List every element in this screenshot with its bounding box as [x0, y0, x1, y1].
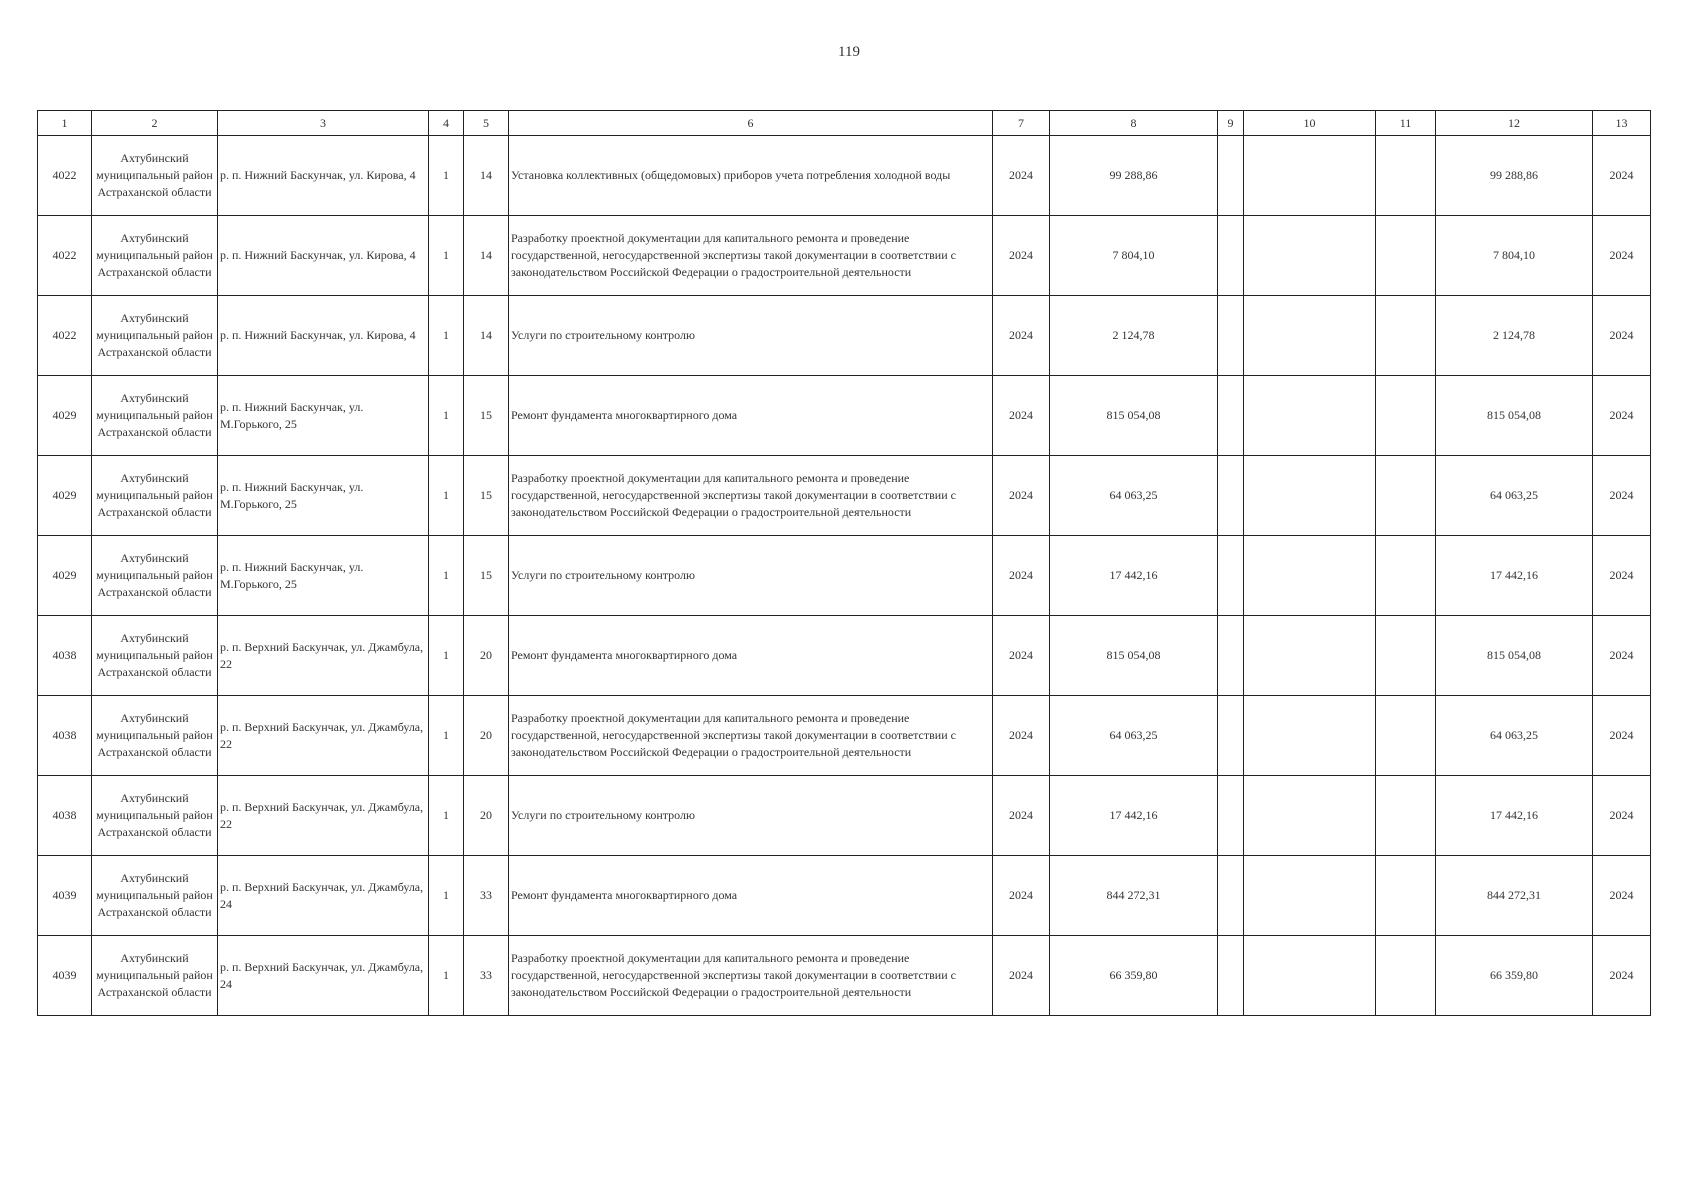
col11-cell: [1376, 856, 1436, 936]
cost-cell: 64 063,25: [1050, 456, 1218, 536]
cost-cell: 815 054,08: [1050, 376, 1218, 456]
col11-cell: [1376, 296, 1436, 376]
municipality-cell: Ахтубинский муниципальный район Астраханской области: [92, 376, 218, 456]
year-cell: 2024: [993, 296, 1050, 376]
column-header: 2: [92, 111, 218, 136]
table-row: [38, 456, 1651, 536]
address-cell: р. п. Верхний Баскунчак, ул. Джамбула, 22: [218, 696, 429, 776]
col10-cell: [1244, 616, 1376, 696]
col4-cell: 1: [429, 376, 464, 456]
col9-cell: [1218, 936, 1244, 1016]
col4-cell: 1: [429, 696, 464, 776]
house-id-cell: 4022: [38, 136, 92, 216]
table-body: [38, 136, 1651, 1016]
work-type-cell: Разработку проектной документации для капитального ремонта и проведение государственной, негосударственной экспертизы такой документации в соответствии с законодательством Российской Федерации о градостроительной деятельности: [509, 456, 993, 536]
col9-cell: [1218, 616, 1244, 696]
column-header: 8: [1050, 111, 1218, 136]
year-cell: 2024: [993, 536, 1050, 616]
table-row: [38, 136, 1651, 216]
col9-cell: [1218, 456, 1244, 536]
table-header: [38, 111, 1651, 136]
amount-cell: 17 442,16: [1436, 776, 1593, 856]
amount-cell: 2 124,78: [1436, 296, 1593, 376]
municipality-cell: Ахтубинский муниципальный район Астраханской области: [92, 216, 218, 296]
col10-cell: [1244, 296, 1376, 376]
col10-cell: [1244, 456, 1376, 536]
column-header: 7: [993, 111, 1050, 136]
year-cell: 2024: [993, 616, 1050, 696]
cost-cell: 2 124,78: [1050, 296, 1218, 376]
cost-cell: 7 804,10: [1050, 216, 1218, 296]
house-id-cell: 4029: [38, 376, 92, 456]
col11-cell: [1376, 456, 1436, 536]
col11-cell: [1376, 616, 1436, 696]
year-end-cell: 2024: [1593, 856, 1651, 936]
col10-cell: [1244, 536, 1376, 616]
work-type-cell: Услуги по строительному контролю: [509, 776, 993, 856]
municipality-cell: Ахтубинский муниципальный район Астраханской области: [92, 776, 218, 856]
municipality-cell: Ахтубинский муниципальный район Астраханской области: [92, 536, 218, 616]
col4-cell: 1: [429, 856, 464, 936]
cost-cell: 815 054,08: [1050, 616, 1218, 696]
address-cell: р. п. Верхний Баскунчак, ул. Джамбула, 22: [218, 616, 429, 696]
col11-cell: [1376, 136, 1436, 216]
municipality-cell: Ахтубинский муниципальный район Астраханской области: [92, 136, 218, 216]
col10-cell: [1244, 376, 1376, 456]
municipality-cell: Ахтубинский муниципальный район Астраханской области: [92, 296, 218, 376]
col10-cell: [1244, 136, 1376, 216]
col9-cell: [1218, 216, 1244, 296]
column-header: 6: [509, 111, 993, 136]
house-id-cell: 4029: [38, 456, 92, 536]
col5-cell: 15: [464, 456, 509, 536]
col4-cell: 1: [429, 936, 464, 1016]
cost-cell: 17 442,16: [1050, 776, 1218, 856]
year-cell: 2024: [993, 696, 1050, 776]
work-type-cell: Ремонт фундамента многоквартирного дома: [509, 376, 993, 456]
col5-cell: 14: [464, 216, 509, 296]
column-header: 13: [1593, 111, 1651, 136]
column-header: 4: [429, 111, 464, 136]
col11-cell: [1376, 696, 1436, 776]
address-cell: р. п. Нижний Баскунчак, ул. Кирова, 4: [218, 216, 429, 296]
register-table: [37, 110, 1651, 1016]
year-end-cell: 2024: [1593, 536, 1651, 616]
address-cell: р. п. Верхний Баскунчак, ул. Джамбула, 24: [218, 856, 429, 936]
col4-cell: 1: [429, 456, 464, 536]
year-end-cell: 2024: [1593, 696, 1651, 776]
table-row: [38, 776, 1651, 856]
house-id-cell: 4039: [38, 936, 92, 1016]
col5-cell: 20: [464, 776, 509, 856]
col9-cell: [1218, 776, 1244, 856]
amount-cell: 844 272,31: [1436, 856, 1593, 936]
column-header: 11: [1376, 111, 1436, 136]
year-end-cell: 2024: [1593, 136, 1651, 216]
cost-cell: 64 063,25: [1050, 696, 1218, 776]
col5-cell: 33: [464, 856, 509, 936]
work-type-cell: Разработку проектной документации для капитального ремонта и проведение государственной, негосударственной экспертизы такой документации в соответствии с законодательством Российской Федерации о градостроительной деятельности: [509, 696, 993, 776]
table-row: [38, 856, 1651, 936]
municipality-cell: Ахтубинский муниципальный район Астраханской области: [92, 696, 218, 776]
year-cell: 2024: [993, 856, 1050, 936]
column-header: 12: [1436, 111, 1593, 136]
address-cell: р. п. Верхний Баскунчак, ул. Джамбула, 22: [218, 776, 429, 856]
table-row: [38, 216, 1651, 296]
col5-cell: 15: [464, 376, 509, 456]
house-id-cell: 4029: [38, 536, 92, 616]
year-cell: 2024: [993, 936, 1050, 1016]
house-id-cell: 4038: [38, 776, 92, 856]
table-row: [38, 696, 1651, 776]
table-row: [38, 616, 1651, 696]
address-cell: р. п. Нижний Баскунчак, ул. М.Горького, 25: [218, 456, 429, 536]
house-id-cell: 4022: [38, 216, 92, 296]
col9-cell: [1218, 856, 1244, 936]
col10-cell: [1244, 216, 1376, 296]
col10-cell: [1244, 696, 1376, 776]
house-id-cell: 4038: [38, 696, 92, 776]
year-cell: 2024: [993, 776, 1050, 856]
year-cell: 2024: [993, 376, 1050, 456]
col4-cell: 1: [429, 616, 464, 696]
table-row: [38, 296, 1651, 376]
amount-cell: 64 063,25: [1436, 696, 1593, 776]
table-row: [38, 536, 1651, 616]
address-cell: р. п. Верхний Баскунчак, ул. Джамбула, 24: [218, 936, 429, 1016]
amount-cell: 815 054,08: [1436, 376, 1593, 456]
col5-cell: 20: [464, 696, 509, 776]
cost-cell: 17 442,16: [1050, 536, 1218, 616]
year-cell: 2024: [993, 136, 1050, 216]
col10-cell: [1244, 936, 1376, 1016]
column-header: 1: [38, 111, 92, 136]
work-type-cell: Услуги по строительному контролю: [509, 296, 993, 376]
col11-cell: [1376, 376, 1436, 456]
column-header: 5: [464, 111, 509, 136]
column-header: 9: [1218, 111, 1244, 136]
col4-cell: 1: [429, 296, 464, 376]
work-type-cell: Установка коллективных (общедомовых) приборов учета потребления холодной воды: [509, 136, 993, 216]
table-row: [38, 936, 1651, 1016]
page-number: 119: [838, 44, 860, 60]
cost-cell: 844 272,31: [1050, 856, 1218, 936]
address-cell: р. п. Нижний Баскунчак, ул. Кирова, 4: [218, 296, 429, 376]
col10-cell: [1244, 856, 1376, 936]
year-end-cell: 2024: [1593, 776, 1651, 856]
column-header: 10: [1244, 111, 1376, 136]
col11-cell: [1376, 536, 1436, 616]
work-type-cell: Разработку проектной документации для капитального ремонта и проведение государственной, негосударственной экспертизы такой документации в соответствии с законодательством Российской Федерации о градостроительной деятельности: [509, 216, 993, 296]
col5-cell: 14: [464, 296, 509, 376]
col5-cell: 15: [464, 536, 509, 616]
year-cell: 2024: [993, 456, 1050, 536]
municipality-cell: Ахтубинский муниципальный район Астраханской области: [92, 616, 218, 696]
amount-cell: 815 054,08: [1436, 616, 1593, 696]
year-end-cell: 2024: [1593, 216, 1651, 296]
col5-cell: 33: [464, 936, 509, 1016]
col9-cell: [1218, 376, 1244, 456]
col9-cell: [1218, 696, 1244, 776]
work-type-cell: Ремонт фундамента многоквартирного дома: [509, 856, 993, 936]
year-cell: 2024: [993, 216, 1050, 296]
address-cell: р. п. Нижний Баскунчак, ул. Кирова, 4: [218, 136, 429, 216]
address-cell: р. п. Нижний Баскунчак, ул. М.Горького, 25: [218, 376, 429, 456]
amount-cell: 66 359,80: [1436, 936, 1593, 1016]
col11-cell: [1376, 776, 1436, 856]
work-type-cell: Разработку проектной документации для капитального ремонта и проведение государственной, негосударственной экспертизы такой документации в соответствии с законодательством Российской Федерации о градостроительной деятельности: [509, 936, 993, 1016]
work-type-cell: Услуги по строительному контролю: [509, 536, 993, 616]
col9-cell: [1218, 136, 1244, 216]
municipality-cell: Ахтубинский муниципальный район Астраханской области: [92, 856, 218, 936]
col11-cell: [1376, 216, 1436, 296]
work-type-cell: Ремонт фундамента многоквартирного дома: [509, 616, 993, 696]
col4-cell: 1: [429, 136, 464, 216]
col11-cell: [1376, 936, 1436, 1016]
col5-cell: 14: [464, 136, 509, 216]
year-end-cell: 2024: [1593, 296, 1651, 376]
municipality-cell: Ахтубинский муниципальный район Астраханской области: [92, 456, 218, 536]
col4-cell: 1: [429, 776, 464, 856]
header-row: [38, 111, 1651, 136]
year-end-cell: 2024: [1593, 936, 1651, 1016]
col4-cell: 1: [429, 216, 464, 296]
address-cell: р. п. Нижний Баскунчак, ул. М.Горького, 25: [218, 536, 429, 616]
year-end-cell: 2024: [1593, 616, 1651, 696]
year-end-cell: 2024: [1593, 456, 1651, 536]
year-end-cell: 2024: [1593, 376, 1651, 456]
col4-cell: 1: [429, 536, 464, 616]
col10-cell: [1244, 776, 1376, 856]
amount-cell: 17 442,16: [1436, 536, 1593, 616]
table-row: [38, 376, 1651, 456]
col9-cell: [1218, 536, 1244, 616]
col9-cell: [1218, 296, 1244, 376]
col5-cell: 20: [464, 616, 509, 696]
house-id-cell: 4038: [38, 616, 92, 696]
house-id-cell: 4039: [38, 856, 92, 936]
amount-cell: 7 804,10: [1436, 216, 1593, 296]
amount-cell: 99 288,86: [1436, 136, 1593, 216]
house-id-cell: 4022: [38, 296, 92, 376]
amount-cell: 64 063,25: [1436, 456, 1593, 536]
cost-cell: 66 359,80: [1050, 936, 1218, 1016]
cost-cell: 99 288,86: [1050, 136, 1218, 216]
municipality-cell: Ахтубинский муниципальный район Астраханской области: [92, 936, 218, 1016]
column-header: 3: [218, 111, 429, 136]
